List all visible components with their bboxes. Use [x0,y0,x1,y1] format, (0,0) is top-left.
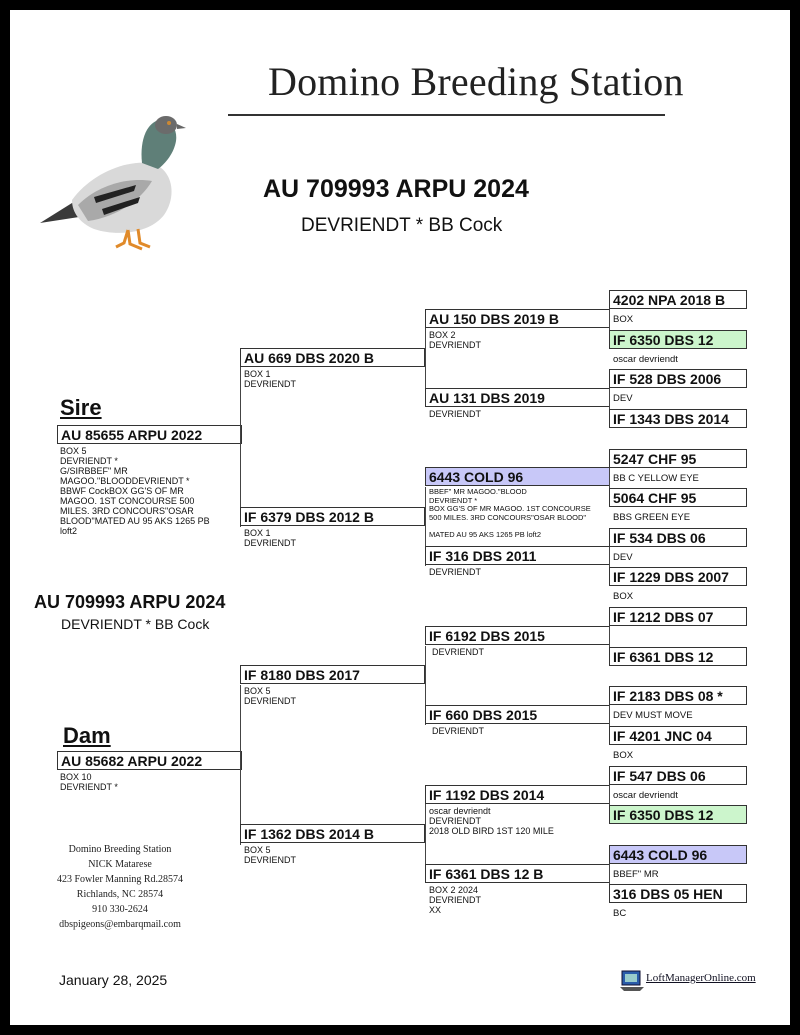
gen3-notes: BBEF" MR MAGOO."BLOOD DEVRIENDT * BOX GG'S OF MR MAGOO. 1ST CONCOURSE 500 MILES. 3RD CONCOURS"OSAR BLOOD" MATED AU 95 AKS 1265 PB loft2 [429,487,591,539]
gen3-box: IF 1192 DBS 2014 [425,785,610,804]
gen3-notes: DEVRIENDT [429,567,482,577]
print-date: January 28, 2025 [59,972,168,988]
gen4-box: IF 547 DBS 06 [609,766,747,785]
gen4-box: IF 6350 DBS 12 [609,805,747,824]
gen3-box: IF 316 DBS 2011 [425,546,610,565]
sire-notes: BOX 5 DEVRIENDT * G/SIRBBEF" MR MAGOO."BLOODDEVRIENDT * BBWF CockBOX GG'S OF MR MAGOO. 1ST CONCOURSE 500 MILES. 3RD CONCOURS"OSAR BLOOD"MATED AU 95 AKS 1265 PB loft2 [60,446,210,536]
gen3-box: 6443 COLD 96 [425,467,610,486]
gen3-notes: DEVRIENDT [432,647,485,657]
gen4-box: 4202 NPA 2018 B [609,290,747,309]
contact-owner: NICK Matarese [88,859,152,870]
gen2-notes: BOX 1 DEVRIENDT [244,528,297,548]
gen2-notes: BOX 1 DEVRIENDT [244,369,297,389]
gen4-box: IF 1212 DBS 07 [609,607,747,626]
gen2-notes: BOX 5 DEVRIENDT [244,686,297,706]
gen4-box: 6443 COLD 96 [609,845,747,864]
gen3-notes: BOX 2 DEVRIENDT [429,330,482,350]
gen3-box: IF 6361 DBS 12 B [425,864,610,883]
gen4-box: IF 4201 JNC 04 [609,726,747,745]
contact-email: dbspigeons@embarqmail.com [59,919,181,930]
gen3-notes: DEVRIENDT [429,409,482,419]
subject-description: DEVRIENDT * BB Cock [61,616,210,632]
contact-phone: 910 330-2624 [92,904,148,915]
sire-band: AU 85655 ARPU 2022 [57,425,242,444]
logo-icon [620,965,646,993]
gen2-box: IF 1362 DBS 2014 B [240,824,425,843]
gen4-note: oscar devriendt [613,790,678,801]
connector [240,367,241,527]
gen4-note: BOX [613,591,634,602]
gen4-box: IF 534 DBS 06 [609,528,747,547]
gen4-note: BBEF" MR [613,869,659,880]
gen3-notes: BOX 2 2024 DEVRIENDT XX [429,885,482,915]
gen3-notes: oscar devriendt DEVRIENDT 2018 OLD BIRD 1ST 120 MILE [429,806,554,836]
bird-description: DEVRIENDT * BB Cock [301,215,503,236]
subject-band: AU 709993 ARPU 2024 [34,592,226,612]
gen3-box: IF 660 DBS 2015 [425,705,610,724]
contact-block [40,842,200,932]
logo-text: LoftManagerOnline.com [646,972,756,984]
gen4-box: IF 6350 DBS 12 [609,330,747,349]
contact-name: Domino Breeding Station [68,844,172,855]
title-underline [228,114,665,116]
gen4-box: 316 DBS 05 HEN [609,884,747,903]
gen4-note: DEV MUST MOVE [613,710,693,721]
gen2-notes: BOX 5 DEVRIENDT [244,845,297,865]
dam-heading: Dam [63,723,111,748]
gen4-note: DEV [613,552,633,563]
gen4-note: BB C YELLOW EYE [613,473,699,484]
gen4-box: IF 1229 DBS 2007 [609,567,747,586]
dam-band: AU 85682 ARPU 2022 [57,751,242,770]
sire-heading: Sire [60,395,102,420]
gen4-box: IF 528 DBS 2006 [609,369,747,388]
gen4-note: BBS GREEN EYE [613,512,691,523]
gen2-box: AU 669 DBS 2020 B [240,348,425,367]
gen4-note: oscar devriendt [613,354,678,365]
contact-city: Richlands, NC 28574 [76,889,164,900]
pigeon-image [32,105,192,255]
pedigree-sheet [10,10,790,1025]
gen2-box: IF 6379 DBS 2012 B [240,507,425,526]
gen3-box: AU 150 DBS 2019 B [425,309,610,328]
gen4-box: 5064 CHF 95 [609,488,747,507]
gen3-box: IF 6192 DBS 2015 [425,626,610,645]
connector [240,685,241,845]
gen4-note: BOX [613,314,634,325]
gen4-box: 5247 CHF 95 [609,449,747,468]
page-title: Domino Breeding Station [268,59,684,104]
gen4-box: IF 6361 DBS 12 [609,647,747,666]
dam-notes: BOX 10 DEVRIENDT * [60,772,118,792]
contact-street: 423 Fowler Manning Rd.28574 [56,874,184,885]
gen3-box: AU 131 DBS 2019 [425,388,610,407]
gen4-note: BC [613,908,627,919]
logo [620,965,756,995]
gen2-box: IF 8180 DBS 2017 [240,665,425,684]
bird-band: AU 709993 ARPU 2024 [263,175,529,203]
gen4-box: IF 2183 DBS 08 * [609,686,747,705]
gen4-note: BOX [613,750,634,761]
gen3-notes: DEVRIENDT [432,726,485,736]
gen4-note: DEV [613,393,633,404]
gen4-box: IF 1343 DBS 2014 [609,409,747,428]
